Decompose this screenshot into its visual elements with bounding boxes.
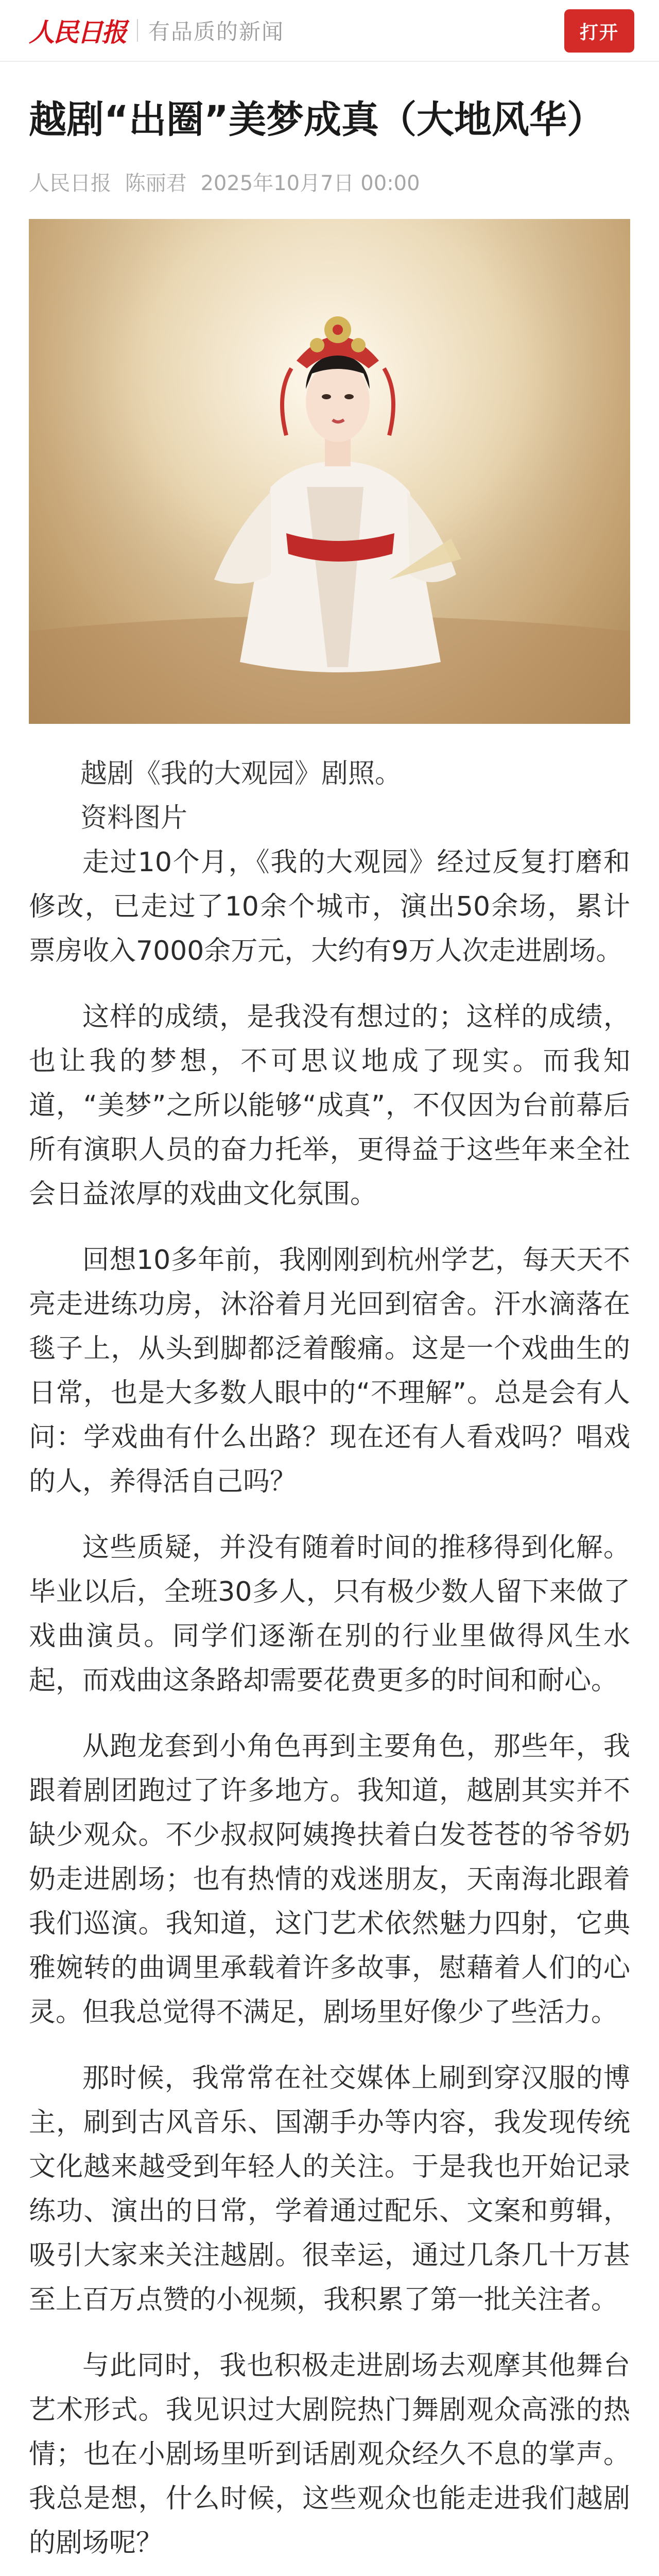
app-header — [0, 0, 659, 62]
article-paragraph: 走过10个月，《我的大观园》经过反复打磨和修改，已走过了10余个城市，演出50余场，累计票房收入7000余万元，大约有9万人次走进剧场。 — [29, 847, 630, 967]
article-date: 2025年10月7日 00:00 — [200, 172, 420, 195]
article-paragraph: 那时候，我常常在社交媒体上刷到穿汉服的博主，刷到古风音乐、国潮手办等内容，我发现传统文化越来越受到年轻人的关注。于是我也开始记录练功、演出的日常，学着通过配乐、文案和剪辑，吸引大家来关注越剧。很幸运，通过几条几十万甚至上百万点赞的小视频，我积累了第一批关注者。 — [29, 2063, 630, 2315]
article-paragraph: 与此同时，我也积极走进剧场去观摩其他舞台艺术形式。我见识过大剧院热门舞剧观众高涨的热情；也在小剧场里听到话剧观众经久不息的掌声。我总是想，什么时候，这些观众也能走进我们越剧的剧场呢？ — [29, 2350, 630, 2558]
photo-caption-note: 资料图片 — [80, 803, 188, 834]
article-author: 陈丽君 — [125, 172, 187, 195]
peoples-daily-logo: 人民日报 — [29, 17, 126, 47]
article-title: 越剧“出圈”美梦成真（大地风华） — [29, 98, 604, 142]
article-source: 人民日报 — [29, 172, 111, 195]
article-paragraph: 这些质疑，并没有随着时间的推移得到化解。毕业以后，全班30多人，只有极少数人留下来做了戏曲演员。同学们逐渐在别的行业里做得风生水起，而戏曲这条路却需要花费更多的时间和耐心。 — [29, 1532, 630, 1696]
opera-performer-image — [29, 219, 630, 724]
article-body — [29, 752, 630, 2576]
header-slogan: 有品质的新闻 — [148, 19, 285, 44]
photo-caption — [29, 752, 630, 840]
article-meta — [29, 167, 630, 196]
photo-caption-text: 越剧《我的大观园》剧照。 — [80, 758, 402, 789]
open-app-button[interactable]: 打开 — [564, 9, 634, 53]
article-photo — [29, 219, 630, 724]
article-paragraph: 回想10多年前，我刚刚到杭州学艺，每天天不亮走进练功房，沐浴着月光回到宿舍。汗水滴落在毯子上，从头到脚都泛着酸痛。这是一个戏曲生的日常，也是大多数人眼中的“不理解”。总是会有人问：学戏曲有什么出路？现在还有人看戏吗？唱戏的人，养得活自己吗？ — [29, 1245, 630, 1497]
article-paragraph: 这样的成绩，是我没有想过的；这样的成绩，也让我的梦想，不可思议地成了现实。而我知道，“美梦”之所以能够“成真”，不仅因为台前幕后所有演职人员的奋力托举，更得益于这些年来全社会日益浓厚的戏曲文化氛围。 — [29, 1002, 630, 1210]
article-paragraph: 从跑龙套到小角色再到主要角色，那些年，我跟着剧团跑过了许多地方。我知道，越剧其实并不缺少观众。不少叔叔阿姨搀扶着白发苍苍的爷爷奶奶走进剧场；也有热情的戏迷朋友，天南海北跟着我们巡演。我知道，这门艺术依然魅力四射，它典雅婉转的曲调里承载着许多故事，慰藉着人们的心灵。但我总觉得不满足，剧场里好像少了些活力。 — [29, 1731, 630, 2028]
header-divider — [137, 19, 138, 42]
